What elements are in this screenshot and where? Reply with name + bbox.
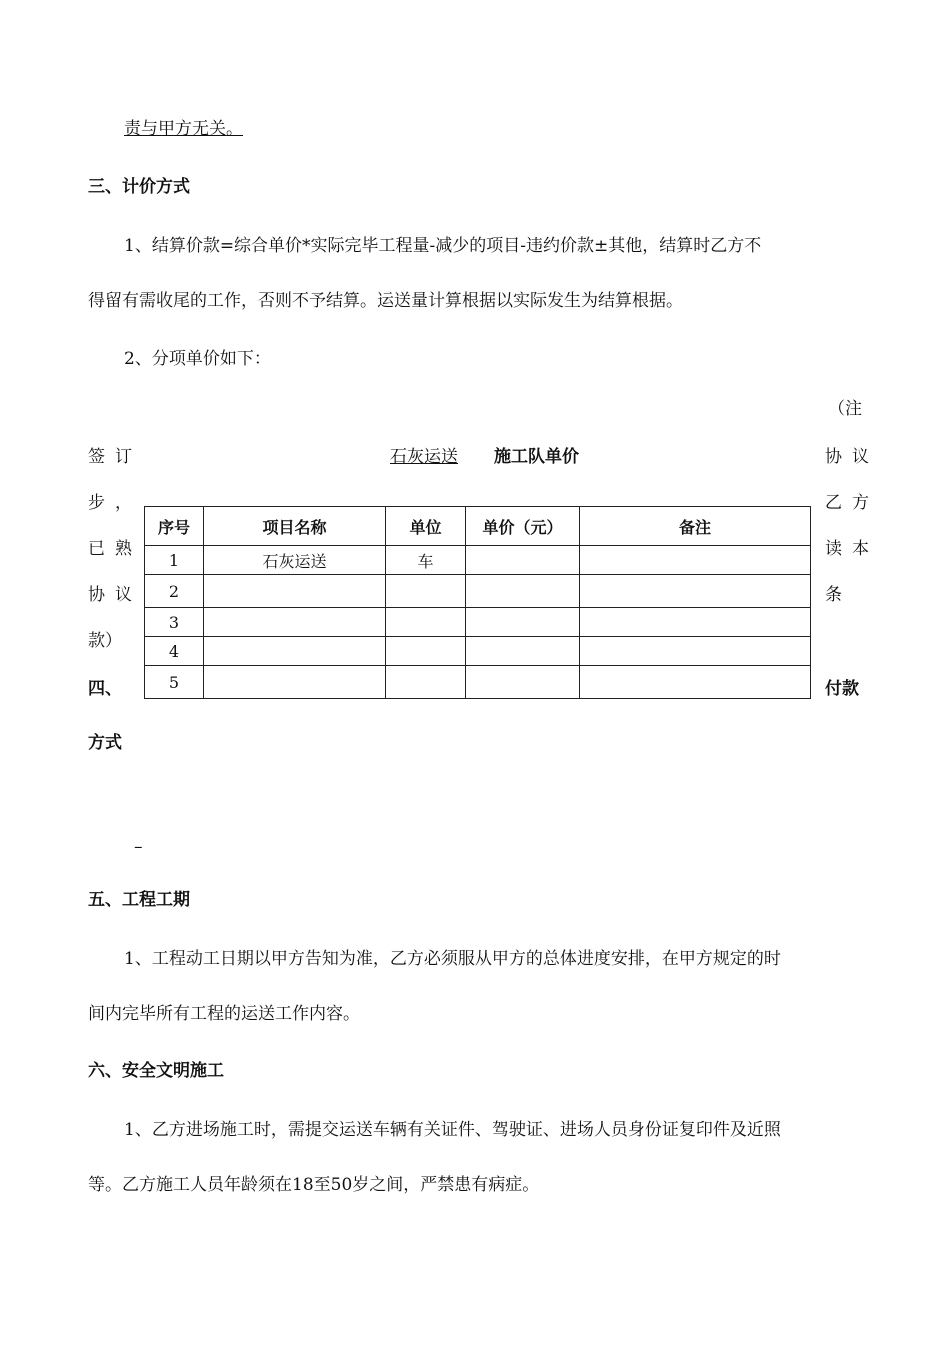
header-no: 序号 xyxy=(145,507,204,546)
section3-paragraph2: 2、分项单价如下： xyxy=(124,349,271,369)
section4-heading-right: 付款 xyxy=(825,679,859,699)
table-title xyxy=(362,446,579,468)
section5-paragraph1-line1: 1、工程动工日期以甲方告知为准，乙方必须服从甲方的总体进度安排，在甲方规定的时 xyxy=(124,949,781,969)
section4-heading-left: 四、 xyxy=(88,679,122,699)
table-row xyxy=(145,666,811,699)
header-unit: 单位 xyxy=(386,507,466,546)
section6-paragraph1-line1: 1、乙方进场施工时，需提交运送车辆有关证件、驾驶证、进场人员身份证复印件及近照 xyxy=(124,1120,781,1140)
section4-dash: – xyxy=(134,837,143,857)
cell-unit-price xyxy=(466,546,580,575)
cell-unit xyxy=(386,608,466,637)
cell-unit xyxy=(386,575,466,608)
cell-unit-price xyxy=(466,608,580,637)
section5-heading: 五、工程工期 xyxy=(88,890,190,910)
cell-unit xyxy=(386,637,466,666)
table-row xyxy=(145,608,811,637)
cell-unit-price xyxy=(466,666,580,699)
section6-paragraph1-line2: 等。乙方施工人员年龄须在18至50岁之间，严禁患有病症。 xyxy=(88,1175,540,1195)
cell-no: 2 xyxy=(145,575,204,608)
side-note-left-4: 协议 xyxy=(88,585,142,605)
cell-no: 1 xyxy=(145,546,204,575)
cell-no: 5 xyxy=(145,666,204,699)
table-title-underlined: 石灰运送 xyxy=(390,447,458,467)
cell-remarks xyxy=(580,666,811,699)
side-note-left-1: 签订 xyxy=(88,447,142,467)
table-title-rest: 施工队单价 xyxy=(494,447,579,467)
cell-unit-price xyxy=(466,575,580,608)
unit-price-table xyxy=(144,506,811,699)
cell-remarks xyxy=(580,637,811,666)
cell-item-name: 石灰运送 xyxy=(204,546,386,575)
header-unit-price: 单价（元） xyxy=(466,507,580,546)
cell-remarks xyxy=(580,608,811,637)
side-note-right-1: （注 xyxy=(828,399,862,419)
cell-no: 3 xyxy=(145,608,204,637)
table-header-row xyxy=(145,507,811,546)
header-remarks: 备注 xyxy=(580,507,811,546)
section3-heading: 三、计价方式 xyxy=(88,177,190,197)
header-item-name: 项目名称 xyxy=(204,507,386,546)
continuation-line: 责与甲方无关。 xyxy=(124,119,243,139)
cell-no: 4 xyxy=(145,637,204,666)
side-note-left-3: 已熟 xyxy=(88,539,142,559)
cell-item-name xyxy=(204,575,386,608)
section5-paragraph1-line2: 间内完毕所有工程的运送工作内容。 xyxy=(88,1004,360,1024)
side-note-right-3: 乙方 xyxy=(825,493,879,513)
side-note-right-4: 读本 xyxy=(825,539,879,559)
table-row xyxy=(145,637,811,666)
cell-unit-price xyxy=(466,637,580,666)
cell-unit xyxy=(386,666,466,699)
side-note-right-2: 协议 xyxy=(825,447,879,467)
section6-heading: 六、安全文明施工 xyxy=(88,1061,224,1081)
table-row xyxy=(145,575,811,608)
cell-remarks xyxy=(580,546,811,575)
section3-paragraph1-line2: 得留有需收尾的工作，否则不予结算。运送量计算根据以实际发生为结算根据。 xyxy=(88,291,683,311)
table-row xyxy=(145,546,811,575)
side-note-left-5: 款） xyxy=(88,631,122,651)
cell-remarks xyxy=(580,575,811,608)
side-note-left-2: 步， xyxy=(88,493,142,513)
cell-item-name xyxy=(204,666,386,699)
cell-item-name xyxy=(204,608,386,637)
cell-unit: 车 xyxy=(386,546,466,575)
cell-item-name xyxy=(204,637,386,666)
section4-heading-continued: 方式 xyxy=(88,733,122,753)
side-note-right-5: 条 xyxy=(825,585,842,605)
section3-paragraph1-line1: 1、结算价款=综合单价*实际完毕工程量-减少的项目-违约价款±其他，结算时乙方不 xyxy=(124,236,762,256)
